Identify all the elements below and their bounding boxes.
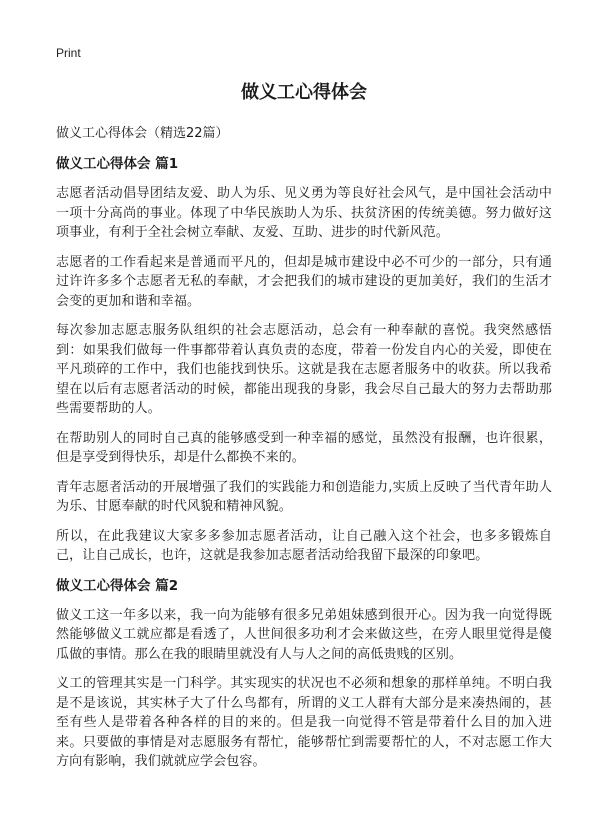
document-body <box>56 80 552 782</box>
document-subtitle: 做义工心得体会（精选22篇） <box>56 126 229 141</box>
document-title: 做义工心得体会 <box>241 82 367 103</box>
paragraph: 青年志愿者活动的开展增强了我们的实践能力和创造能力,实质上反映了当代青年助人为乐、甘愿奉献的时代风貌和精神风貌。 <box>56 479 552 514</box>
paragraph: 所以，在此我建议大家多多参加志愿者活动，让自己融入这个社会，也多多锻炼自己，让自己成长，也许，这就是我参加志愿者活动给我留下最深的印象吧。 <box>56 528 552 563</box>
paragraph: 志愿者活动倡导团结友爱、助人为乐、见义勇为等良好社会风气，是中国社会活动中一项十分高尚的事业。体现了中华民族助人为乐、扶贫济困的传统美德。努力做好这项事业，有利于全社会树立奉献、友爱、互助、进步的时代新风范。 <box>56 186 552 240</box>
paragraph: 义工的管理其实是一门科学。其实现实的状况也不必须和想象的那样单纯。不明白我是不是该说，其实林子大了什么鸟都有，所谓的义工人群有大部分是来凑热闹的，甚至有些人是带着各种各样的目的来的。但是我一向觉得不管是带着什么目的加入进来。只要做的事情是对志愿服务有帮忙，能够帮忙到需要帮忙的人，不对志愿工作大方向有影响，我们就就应学会包容。 <box>56 676 552 769</box>
paragraph: 志愿者的工作看起来是普通而平凡的，但却是城市建设中必不可少的一部分，只有通过许许多多个志愿者无私的奉献，才会把我们的城市建设的更加美好，我们的生活才会变的更加和谐和幸福。 <box>56 254 552 309</box>
section-heading-1: 做义工心得体会 篇1 <box>56 156 179 172</box>
paragraph: 每次参加志愿志服务队组织的社会志愿活动，总会有一种奉献的喜悦。我突然感悟到：如果我们做每一件事都带着认真负责的态度，带着一份发自内心的关爱，即使在平凡琐碎的工作中，我们也能找到快乐。这就是我在志愿者服务中的收获。所以我希望在以后有志愿者活动的时候，都能出现我的身影，我会尽自己最大的努力去帮助那些需要帮助的人。 <box>56 323 552 416</box>
paragraph: 做义工这一年多以来，我一向为能够有很多兄弟姐妹感到很开心。因为我一向觉得既然能够做义工就应都是看透了，人世间很多功利才会来做这些，在旁人眼里觉得是傻瓜做的事情。那么在我的眼睛里就没有人与人之间的高低贵贱的区别。 <box>56 607 552 662</box>
section-heading-2: 做义工心得体会 篇2 <box>56 577 179 594</box>
paragraph: 在帮助别人的同时自己真的能够感受到一种幸福的感觉，虽然没有报酬，也许很累，但是享受到得快乐，却是什么都换不来的。 <box>56 430 552 465</box>
print-link[interactable]: Print <box>56 46 81 60</box>
